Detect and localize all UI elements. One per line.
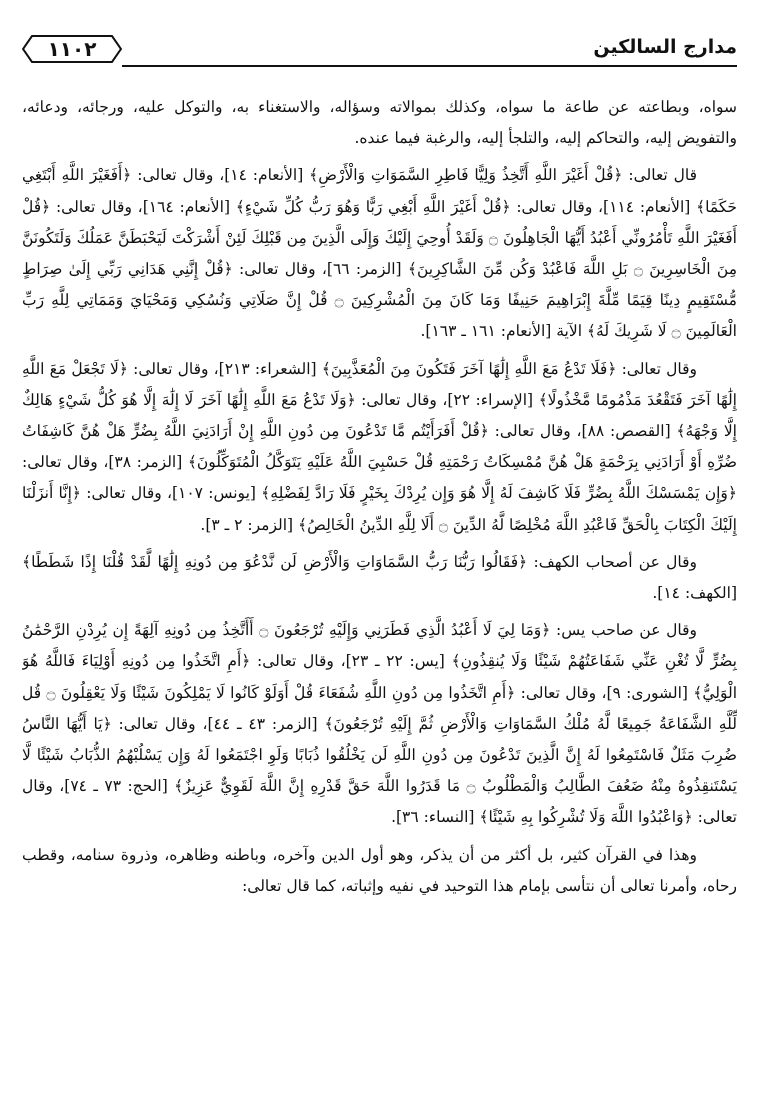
page-number-frame [22,34,122,64]
paragraph: وقال عن صاحب يس: ﴿وَمَا لِيَ لَا أَعْبُدُ الَّذِي فَطَرَنِي وَإِلَيْهِ تُرْجَعُونَ ۝ أَأَتَّخِذُ مِن دُونِهِ آلِهَةً إِن يُرِدْنِ الرَّحْمَٰنُ بِضُرٍّ لَّا تُغْنِ عَنِّي شَفَاعَتُهُمْ شَيْئًا وَلَا يُنقِذُونِ﴾ [يس: ٢٢ ـ ٢٣]، وقال تعالى: ﴿أَمِ اتَّخَذُوا مِن دُونِهِ أَوْلِيَاءَ فَاللَّهُ هُوَ الْوَلِيُّ﴾ [الشورى: ٩]، وقال تعالى: ﴿أَمِ اتَّخَذُوا مِن دُونِ اللَّهِ شُفَعَاءَ قُلْ أَوَلَوْ كَانُوا لَا يَمْلِكُونَ شَيْئًا وَلَا يَعْقِلُونَ ۝ قُل لِّلَّهِ الشَّفَاعَةُ جَمِيعًا لَّهُ مُلْكُ السَّمَاوَاتِ وَالْأَرْضِ ثُمَّ إِلَيْهِ تُرْجَعُونَ﴾ [الزمر: ٤٣ ـ ٤٤]، وقال تعالى: ﴿يَا أَيُّهَا النَّاسُ ضُرِبَ مَثَلٌ فَاسْتَمِعُوا لَهُ إِنَّ الَّذِينَ تَدْعُونَ مِن دُونِ اللَّهِ لَن يَخْلُقُوا ذُبَابًا وَلَوِ اجْتَمَعُوا لَهُ وَإِن يَسْلُبْهُمُ الذُّبَابُ شَيْئًا لَّا يَسْتَنقِذُوهُ مِنْهُ ضَعُفَ الطَّالِبُ وَالْمَطْلُوبُ ۝ مَا قَدَرُوا اللَّهَ حَقَّ قَدْرِهِ إِنَّ اللَّهَ لَقَوِيٌّ عَزِيزٌ﴾ [الحج: ٧٣ ـ ٧٤]، وقال تعالى: ﴿وَاعْبُدُوا اللَّهَ وَلَا تُشْرِكُوا بِهِ شَيْئًا﴾ [النساء: ٣٦]. [22,621,737,827]
page-header [22,30,737,70]
paragraph: وقال عن أصحاب الكهف: ﴿فَقَالُوا رَبُّنَا رَبُّ السَّمَاوَاتِ وَالْأَرْضِ لَن نَّدْعُوَ مِن دُونِهِ إِلَٰهًا لَّقَدْ قُلْنَا إِذًا شَطَطًا﴾ [الكهف: ١٤]. [22,552,737,603]
paragraph: قال تعالى: ﴿قُلْ أَغَيْرَ اللَّهِ أَتَّخِذُ وَلِيًّا فَاطِرِ السَّمَوَاتِ وَالْأَرْضِ﴾ [الأنعام: ١٤]، وقال تعالى: ﴿أَفَغَيْرَ اللَّهِ أَبْتَغِي حَكَمًا﴾ [الأنعام: ١١٤]، وقال تعالى: ﴿قُلْ أَغَيْرَ اللَّهِ أَبْغِي رَبًّا وَهُوَ رَبُّ كُلِّ شَيْءٍ﴾ [الأنعام: ١٦٤]، وقال تعالى: ﴿قُلْ أَفَغَيْرَ اللَّهِ تَأْمُرُونِّي أَعْبُدُ أَيُّهَا الْجَاهِلُونَ ۝ وَلَقَدْ أُوحِيَ إِلَيْكَ وَإِلَى الَّذِينَ مِن قَبْلِكَ لَئِنْ أَشْرَكْتَ لَيَحْبَطَنَّ عَمَلُكَ وَلَتَكُونَنَّ مِنَ الْخَاسِرِينَ ۝ بَلِ اللَّهَ فَاعْبُدْ وَكُن مِّنَ الشَّاكِرِينَ﴾ [الزمر: ٦٦]، وقال تعالى: ﴿قُلْ إِنَّنِي هَدَانِي رَبِّي إِلَىٰ صِرَاطٍ مُّسْتَقِيمٍ دِينًا قِيَمًا مِّلَّةَ إِبْرَاهِيمَ حَنِيفًا وَمَا كَانَ مِنَ الْمُشْرِكِينَ ۝ قُلْ إِنَّ صَلَاتِي وَنُسُكِي وَمَحْيَايَ وَمَمَاتِي لِلَّهِ رَبِّ الْعَالَمِينَ ۝ لَا شَرِيكَ لَهُ﴾ الآية [الأنعام: ١٦١ ـ ١٦٣]. [22,166,737,341]
page-number: ١١٠٢ [47,37,97,61]
paragraph: سواه، وبطاعته عن طاعة ما سواه، وكذلك بموالاته وسؤاله، والاستغناء به، والتوكل عليه، ورجائه، ودعائه، والتفويض إليه، والتحاكم إليه، والتلجأ إليه، والرغبة فيما عنده. [22,98,737,148]
paragraph: وهذا في القرآن كثير، بل أكثر من أن يذكر، وهو أول الدين وآخره، وباطنه وظاهره، وذروة سنامه، وقطب رحاه، وأمرنا تعالى أن نتأسى بإمام هذا التوحيد في نفيه وإثباته، كما قال تعالى: [22,845,737,895]
paragraph: وقال تعالى: ﴿فَلَا تَدْعُ مَعَ اللَّهِ إِلَٰهًا آخَرَ فَتَكُونَ مِنَ الْمُعَذَّبِينَ﴾ [الشعراء: ٢١٣]، وقال تعالى: ﴿لَا تَجْعَلْ مَعَ اللَّهِ إِلَٰهًا آخَرَ فَتَقْعُدَ مَذْمُومًا مَّخْذُولًا﴾ [الإسراء: ٢٢]، وقال تعالى: ﴿وَلَا تَدْعُ مَعَ اللَّهِ إِلَٰهًا آخَرَ لَا إِلَٰهَ إِلَّا هُوَ كُلُّ شَيْءٍ هَالِكٌ إِلَّا وَجْهَهُ﴾ [القصص: ٨٨]، وقال تعالى: ﴿قُلْ أَفَرَأَيْتُم مَّا تَدْعُونَ مِن دُونِ اللَّهِ إِنْ أَرَادَنِيَ اللَّهُ بِضُرٍّ هَلْ هُنَّ كَاشِفَاتُ ضُرِّهِ أَوْ أَرَادَنِي بِرَحْمَةٍ هَلْ هُنَّ مُمْسِكَاتُ رَحْمَتِهِ قُلْ حَسْبِيَ اللَّهُ عَلَيْهِ يَتَوَكَّلُ الْمُتَوَكِّلُونَ﴾ [الزمر: ٣٨]، وقال تعالى: ﴿وَإِن يَمْسَسْكَ اللَّهُ بِضُرٍّ فَلَا كَاشِفَ لَهُ إِلَّا هُوَ وَإِن يُرِدْكَ بِخَيْرٍ فَلَا رَادَّ لِفَضْلِهِ﴾ [يونس: ١٠٧]، وقال تعالى: ﴿إِنَّا أَنزَلْنَا إِلَيْكَ الْكِتَابَ بِالْحَقِّ فَاعْبُدِ اللَّهَ مُخْلِصًا لَّهُ الدِّينَ ۝ أَلَا لِلَّهِ الدِّينُ الْخَالِصُ﴾ [الزمر: ٢ ـ ٣]. [22,359,737,534]
page-body [22,92,737,1092]
book-title: مدارج السالكين [593,36,737,58]
header-rule [122,65,737,67]
